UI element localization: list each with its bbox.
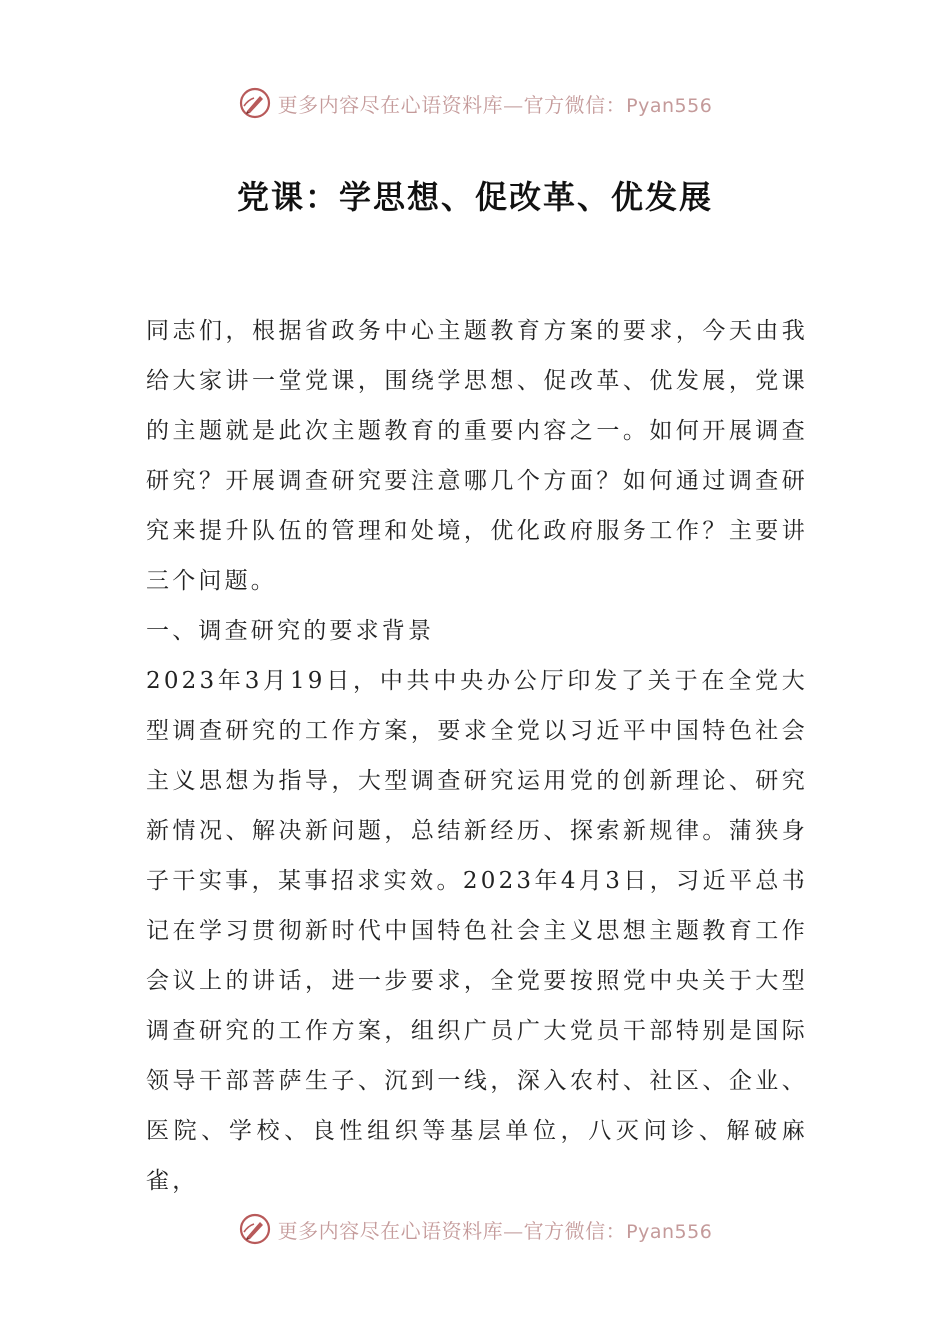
watermark-brand: 更多内容尽在心语资料库 <box>277 1218 504 1243</box>
section-1-paragraph: 2023年3月19日，中共中央办公厅印发了关于在全党大型调查研究的工作方案，要求全党以习近平中国特色社会主义思想为指导，大型调查研究运用党的创新理论、研究新情况、解决新问题，总结新经历、探索新规律。蒲狭身子干实事，某事招求实效。2023年4月3日，习近平总书记在学习贯彻新时代中国特色社会主义思想主题教育工作会议上的讲话，进一步要求，全党要按照党中央关于大型调查研究的工作方案，组织广员广大党员干部特别是国际领导干部菩萨生子、沉到一线，深入农村、社区、企业、医院、学校、良性组织等基层单位，八灭问诊、解破麻雀， <box>146 668 808 1194</box>
document-title: 党课：学思想、促改革、优发展 <box>236 178 713 216</box>
watermark-separator: — <box>503 92 524 117</box>
intro-paragraph: 同志们，根据省政务中心主题教育方案的要求，今天由我给大家讲一堂党课，围绕学思想、促改革、优发展，党课的主题就是此次主题教育的重要内容之一。如何开展调查研究？开展调查研究要注意哪几个方面？如何通过调查研究来提升队伍的管理和处境，优化政府服务工作？主要讲三个问题。 <box>146 318 808 594</box>
watermark-wechat-id: Pyan556 <box>626 94 713 117</box>
section-heading-1: 一、调查研究的要求背景 <box>146 618 435 644</box>
pen-circle-logo-icon <box>238 1212 272 1246</box>
watermark-brand: 更多内容尽在心语资料库 <box>277 92 504 117</box>
watermark-text <box>278 89 713 118</box>
header-watermark <box>0 83 950 123</box>
watermark-wechat-id: Pyan556 <box>626 1220 713 1243</box>
watermark-label: 官方微信： <box>523 1218 627 1243</box>
watermark-text <box>278 1215 713 1244</box>
watermark-separator: — <box>503 1218 524 1243</box>
document-body <box>146 306 808 1206</box>
pen-circle-logo-icon <box>238 86 272 120</box>
watermark-label: 官方微信： <box>523 92 627 117</box>
footer-watermark <box>0 1209 950 1249</box>
